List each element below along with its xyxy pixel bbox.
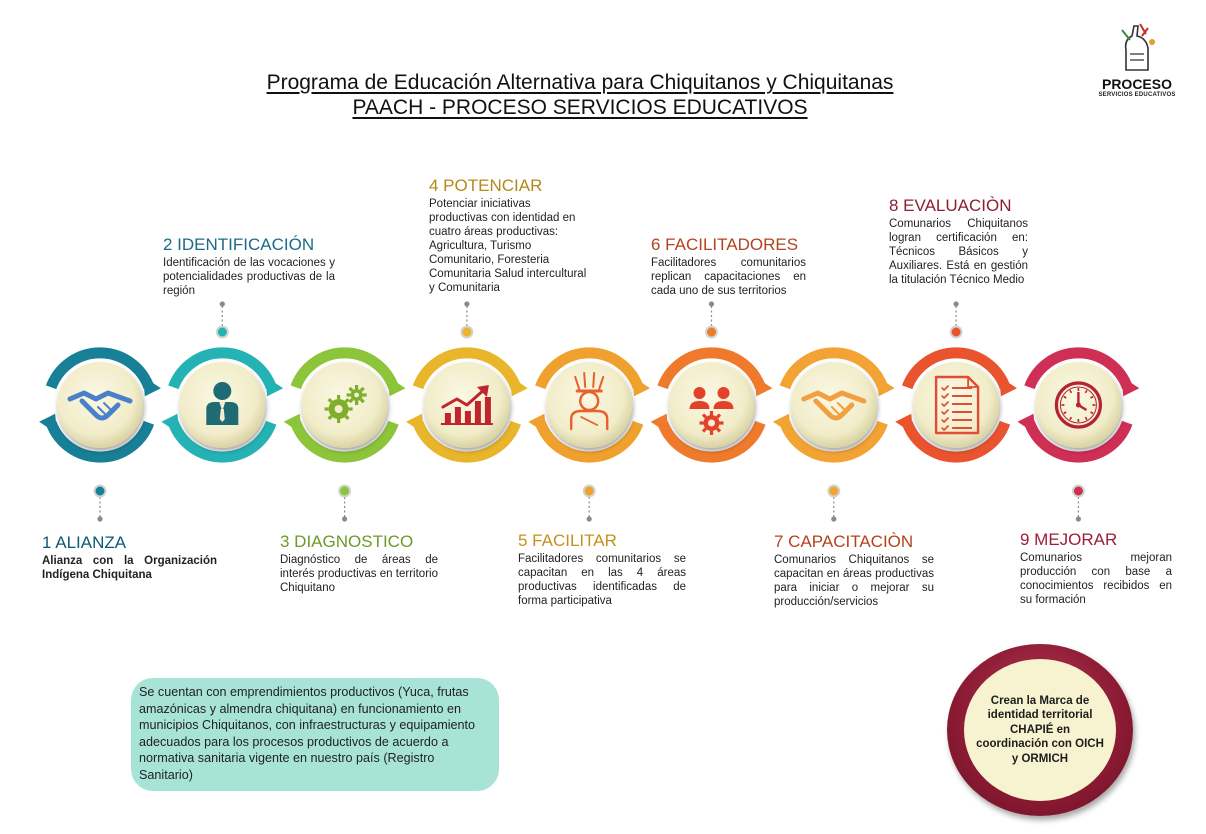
- step-8-arrow-head: [999, 376, 1017, 396]
- step-3-connector-bullet: [339, 486, 350, 497]
- step-9-title: 9 MEJORAR: [1020, 530, 1118, 549]
- process-rings: [39, 353, 1139, 457]
- step-3-desc: Diagnóstico de áreas de interés productivas en territorio Chiquitano: [280, 554, 438, 594]
- step-2-ring: [161, 353, 283, 457]
- step-8-connector-dot: [954, 301, 959, 306]
- step-7-disc: [791, 362, 877, 448]
- step-6-ring: [651, 353, 773, 457]
- step-9-connector-dot: [1076, 516, 1081, 521]
- step-8: [889, 196, 1028, 287]
- step-1-ring: [39, 353, 161, 457]
- step-3-ring: [284, 353, 406, 457]
- page-title: Programa de Educación Alternativa para Chiquitanos y Chiquitanas: [266, 71, 894, 94]
- step-7-arrow-tail: [773, 414, 791, 434]
- step-8-title: 8 EVALUACIÒN: [889, 196, 1012, 215]
- page-subtitle: PAACH - PROCESO SERVICIOS EDUCATIVOS: [352, 96, 808, 119]
- step-7-arrow-head: [877, 376, 895, 396]
- step-5-title: 5 FACILITAR: [518, 531, 617, 550]
- step-1-arrow-tail: [39, 414, 57, 434]
- step-3-connector-dot: [342, 516, 347, 521]
- step-6-desc: Facilitadores comunitarios replican capacitaciones en cada uno de sus territorios: [651, 257, 806, 297]
- step-2-arrow-tail: [161, 414, 179, 434]
- step-6-connector-dot: [709, 301, 714, 306]
- step-1-connector-dot: [97, 516, 102, 521]
- step-6-arrow-tail: [651, 414, 669, 434]
- step-6: [651, 235, 806, 298]
- note-box: [131, 678, 499, 791]
- step-4: [429, 176, 589, 295]
- brand-circle: [947, 644, 1133, 816]
- clock-icon: [1056, 383, 1100, 427]
- step-5-connector-bullet: [584, 486, 595, 497]
- step-2-title: 2 IDENTIFICACIÓN: [163, 235, 315, 254]
- step-3-arrow-tail: [284, 414, 302, 434]
- step-4-arrow-tail: [406, 414, 424, 434]
- step-6-arrow-head: [754, 376, 772, 396]
- step-3: [280, 532, 438, 595]
- step-1-desc: Alianza con la Organización Indígena Chiquitana: [42, 555, 217, 581]
- step-6-connector-bullet: [706, 327, 717, 338]
- step-8-connector-bullet: [951, 327, 962, 338]
- logo-subtitle: SERVICIOS EDUCATIVOS: [1098, 92, 1176, 98]
- step-3-title: 3 DIAGNOSTICO: [280, 532, 414, 551]
- step-1-disc: [57, 362, 143, 448]
- step-6-disc: [669, 362, 755, 448]
- step-1-connector-bullet: [95, 486, 106, 497]
- step-4-connector-bullet: [461, 327, 472, 338]
- step-2-connector-dot: [220, 301, 225, 306]
- step-9-arrow-tail: [1018, 414, 1036, 434]
- step-7-title: 7 CAPACITACIÒN: [774, 532, 914, 551]
- step-2-connector-bullet: [217, 327, 228, 338]
- step-9-connector-bullet: [1073, 486, 1084, 497]
- step-8-arrow-tail: [895, 414, 913, 434]
- step-9-desc: Comunarios mejoran producción con base a conocimientos recibidos en su formación: [1020, 552, 1172, 606]
- step-4-arrow-head: [510, 376, 528, 396]
- step-2: [163, 235, 335, 298]
- step-5-desc: Facilitadores comunitarios se capacitan en las 4 áreas productivas identificadas de forma participativa: [518, 553, 686, 607]
- step-9-arrow-head: [1121, 376, 1139, 396]
- step-2-desc: Identificación de las vocaciones y potencialidades productivas de la región: [163, 257, 335, 297]
- step-1-title: 1 ALIANZA: [42, 533, 127, 552]
- step-4-desc: Potenciar iniciativas productivas con identidad en cuatro áreas productivas: Agricultura, Turismo Comunitario, Foresteria Comunitaria Salud intercultural y Comunitaria: [429, 198, 587, 294]
- step-5-arrow-head: [632, 376, 650, 396]
- step-5-connector-dot: [587, 516, 592, 521]
- step-4-title: 4 POTENCIAR: [429, 176, 543, 195]
- step-5-arrow-tail: [528, 414, 546, 434]
- note-text: Se cuentan con emprendimientos productivos (Yuca, frutas amazónicas y almendra chiquitana) en funcionamiento en municipios Chiquitanos, con infraestructuras y equipamiento adecuados para los procesos productivos de acuerdo a normativa sanitaria vigente en nuestro país (Registro Sanitario): [139, 685, 476, 782]
- step-3-arrow-head: [387, 376, 405, 396]
- step-6-title: 6 FACILITADORES: [651, 235, 799, 254]
- step-1-arrow-head: [143, 376, 161, 396]
- step-7-ring: [773, 353, 895, 457]
- logo-name: PROCESO: [1101, 76, 1172, 92]
- step-8-desc: Comunarios Chiquitanos logran certificación en: Técnicos Básicos y Auxiliares. Está en gestión la titulación Técnico Medio: [889, 218, 1028, 286]
- step-7-desc: Comunarios Chiquitanos se capacitan en áreas productivas para iniciar o mejorar su producción/servicios: [774, 554, 934, 608]
- step-7-connector-bullet: [828, 486, 839, 497]
- brand-text: Crean la Marca de identidad territorial CHAPIÉ en coordinación con OICH y ORMICH: [964, 659, 1116, 801]
- step-4-connector-dot: [464, 301, 469, 306]
- step-5: [518, 531, 686, 608]
- step-1: [42, 533, 217, 582]
- step-9-ring: [1018, 353, 1140, 457]
- step-2-arrow-head: [265, 376, 283, 396]
- step-5-ring: [528, 353, 650, 457]
- step-8-ring: [895, 353, 1017, 457]
- step-9: [1020, 530, 1172, 607]
- step-5-disc: [546, 362, 632, 448]
- step-7-connector-dot: [831, 516, 836, 521]
- step-4-ring: [406, 353, 528, 457]
- step-7: [774, 532, 934, 609]
